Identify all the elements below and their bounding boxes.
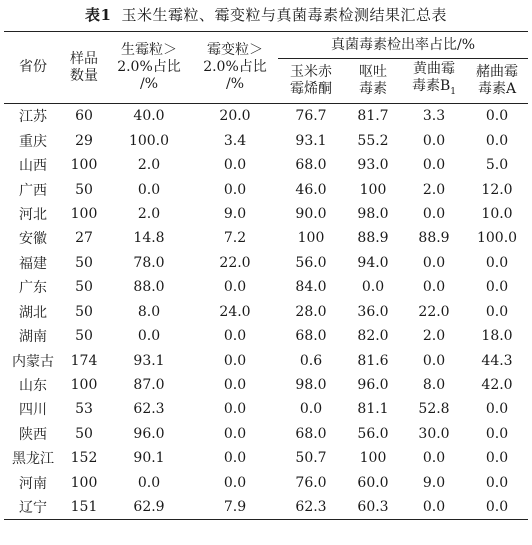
cell-moldy-kernel: 2.0 bbox=[137, 205, 161, 222]
cell-ochratoxin-a: 44.3 bbox=[481, 352, 513, 369]
cell-aflatoxin-b1: 22.0 bbox=[418, 303, 450, 320]
cell-ochratoxin-a: 0.0 bbox=[485, 425, 509, 442]
cell-zearalenone: 68.0 bbox=[295, 328, 327, 345]
header-ochratoxin-a: 赭曲霉 毒素A bbox=[466, 59, 528, 104]
cell-aflatoxin-b1: 2.0 bbox=[422, 328, 446, 345]
cell-deteriorated-kernel: 0.0 bbox=[223, 157, 247, 174]
cell-aflatoxin-b1: 0.0 bbox=[422, 157, 446, 174]
table-row bbox=[4, 446, 528, 470]
cell-sample-count: 50 bbox=[75, 328, 93, 345]
cell-vomitoxin: 82.0 bbox=[357, 328, 389, 345]
cell-vomitoxin: 60.0 bbox=[357, 474, 389, 491]
cell-sample-count: 100 bbox=[70, 205, 98, 222]
header-vomitoxin: 呕吐 毒素 bbox=[344, 59, 402, 104]
cell-sample-count: 152 bbox=[70, 450, 98, 467]
cell-ochratoxin-a: 12.0 bbox=[481, 181, 513, 198]
cell-deteriorated-kernel: 0.0 bbox=[223, 181, 247, 198]
header-deteriorated-kernel: 霉变粒＞ 2.0%占比 /% bbox=[192, 32, 278, 104]
cell-moldy-kernel: 88.0 bbox=[133, 279, 165, 296]
cell-ochratoxin-a: 0.0 bbox=[485, 499, 509, 516]
cell-ochratoxin-a: 100.0 bbox=[476, 230, 518, 247]
cell-vomitoxin: 98.0 bbox=[357, 205, 389, 222]
cell-ochratoxin-a: 18.0 bbox=[481, 328, 513, 345]
cell-moldy-kernel: 40.0 bbox=[133, 108, 165, 125]
table-row bbox=[4, 251, 528, 275]
cell-vomitoxin: 93.0 bbox=[357, 157, 389, 174]
cell-deteriorated-kernel: 0.0 bbox=[223, 279, 247, 296]
table-row bbox=[4, 177, 528, 201]
cell-vomitoxin: 100 bbox=[359, 181, 387, 198]
cell-aflatoxin-b1: 0.0 bbox=[422, 499, 446, 516]
cell-vomitoxin: 81.1 bbox=[357, 401, 389, 418]
cell-ochratoxin-a: 0.0 bbox=[485, 303, 509, 320]
cell-deteriorated-kernel: 3.4 bbox=[223, 132, 247, 149]
table-caption bbox=[0, 4, 532, 25]
table-row bbox=[4, 104, 528, 129]
cell-sample-count: 50 bbox=[75, 254, 93, 271]
table-row bbox=[4, 128, 528, 152]
cell-ochratoxin-a: 0.0 bbox=[485, 401, 509, 418]
table-row bbox=[4, 348, 528, 372]
cell-deteriorated-kernel: 0.0 bbox=[223, 474, 247, 491]
cell-sample-count: 50 bbox=[75, 181, 93, 198]
cell-vomitoxin: 94.0 bbox=[357, 254, 389, 271]
cell-province: 广东 bbox=[19, 280, 47, 297]
cell-zearalenone: 84.0 bbox=[295, 279, 327, 296]
cell-province: 河南 bbox=[19, 475, 47, 492]
cell-province: 山东 bbox=[19, 378, 47, 395]
cell-deteriorated-kernel: 0.0 bbox=[223, 352, 247, 369]
cell-aflatoxin-b1: 52.8 bbox=[418, 401, 450, 418]
cell-deteriorated-kernel: 7.9 bbox=[223, 499, 247, 516]
table-row bbox=[4, 202, 528, 226]
header-sample-count: 样品 数量 bbox=[62, 32, 106, 104]
cell-vomitoxin: 36.0 bbox=[357, 303, 389, 320]
cell-moldy-kernel: 90.1 bbox=[133, 450, 165, 467]
cell-sample-count: 50 bbox=[75, 425, 93, 442]
cell-zearalenone: 68.0 bbox=[295, 157, 327, 174]
cell-sample-count: 53 bbox=[75, 401, 93, 418]
table-title: 玉米生霉粒、霉变粒与真菌毒素检测结果汇总表 bbox=[121, 6, 447, 24]
cell-aflatoxin-b1: 8.0 bbox=[422, 377, 446, 394]
header-aflatoxin-b1: 黄曲霉 毒素$B_1$ bbox=[402, 59, 466, 104]
table-row bbox=[4, 324, 528, 348]
cell-province: 内蒙古 bbox=[12, 353, 54, 370]
cell-ochratoxin-a: 0.0 bbox=[485, 450, 509, 467]
cell-sample-count: 151 bbox=[70, 499, 98, 516]
cell-zearalenone: 0.6 bbox=[299, 352, 323, 369]
cell-ochratoxin-a: 42.0 bbox=[481, 377, 513, 394]
cell-zearalenone: 100 bbox=[297, 230, 325, 247]
cell-sample-count: 100 bbox=[70, 157, 98, 174]
cell-ochratoxin-a: 5.0 bbox=[485, 157, 509, 174]
cell-province: 湖北 bbox=[19, 304, 47, 321]
cell-moldy-kernel: 2.0 bbox=[137, 157, 161, 174]
cell-vomitoxin: 56.0 bbox=[357, 425, 389, 442]
mycotoxin-summary-table bbox=[4, 31, 528, 520]
cell-aflatoxin-b1: 0.0 bbox=[422, 205, 446, 222]
cell-moldy-kernel: 0.0 bbox=[137, 181, 161, 198]
cell-province: 江苏 bbox=[19, 109, 47, 126]
cell-aflatoxin-b1: 0.0 bbox=[422, 450, 446, 467]
table-row bbox=[4, 300, 528, 324]
header-toxin-group: 真菌毒素检出率占比/% bbox=[278, 32, 528, 59]
cell-deteriorated-kernel: 9.0 bbox=[223, 205, 247, 222]
cell-zearalenone: 62.3 bbox=[295, 499, 327, 516]
cell-moldy-kernel: 8.0 bbox=[137, 303, 161, 320]
cell-deteriorated-kernel: 0.0 bbox=[223, 328, 247, 345]
table-row bbox=[4, 373, 528, 397]
cell-moldy-kernel: 96.0 bbox=[133, 425, 165, 442]
cell-province: 安徽 bbox=[19, 231, 47, 248]
cell-aflatoxin-b1: 0.0 bbox=[422, 254, 446, 271]
cell-ochratoxin-a: 10.0 bbox=[481, 205, 513, 222]
cell-aflatoxin-b1: 9.0 bbox=[422, 474, 446, 491]
cell-moldy-kernel: 62.3 bbox=[133, 401, 165, 418]
table-row bbox=[4, 397, 528, 421]
cell-sample-count: 50 bbox=[75, 279, 93, 296]
cell-province: 河北 bbox=[19, 206, 47, 223]
cell-ochratoxin-a: 0.0 bbox=[485, 474, 509, 491]
cell-moldy-kernel: 87.0 bbox=[133, 377, 165, 394]
cell-deteriorated-kernel: 20.0 bbox=[219, 108, 251, 125]
cell-zearalenone: 76.7 bbox=[295, 108, 327, 125]
cell-ochratoxin-a: 0.0 bbox=[485, 254, 509, 271]
cell-deteriorated-kernel: 22.0 bbox=[219, 254, 251, 271]
cell-moldy-kernel: 0.0 bbox=[137, 474, 161, 491]
cell-zearalenone: 76.0 bbox=[295, 474, 327, 491]
header-province: 省份 bbox=[4, 32, 62, 104]
table-row bbox=[4, 226, 528, 250]
cell-ochratoxin-a: 0.0 bbox=[485, 279, 509, 296]
cell-zearalenone: 28.0 bbox=[295, 303, 327, 320]
cell-aflatoxin-b1: 88.9 bbox=[418, 230, 450, 247]
cell-deteriorated-kernel: 0.0 bbox=[223, 425, 247, 442]
cell-moldy-kernel: 100.0 bbox=[128, 132, 170, 149]
cell-aflatoxin-b1: 2.0 bbox=[422, 181, 446, 198]
cell-deteriorated-kernel: 7.2 bbox=[223, 230, 247, 247]
cell-province: 黑龙江 bbox=[12, 451, 54, 468]
cell-deteriorated-kernel: 0.0 bbox=[223, 450, 247, 467]
cell-vomitoxin: 81.7 bbox=[357, 108, 389, 125]
cell-sample-count: 60 bbox=[75, 108, 93, 125]
cell-moldy-kernel: 62.9 bbox=[133, 499, 165, 516]
cell-aflatoxin-b1: 30.0 bbox=[418, 425, 450, 442]
cell-aflatoxin-b1: 0.0 bbox=[422, 132, 446, 149]
cell-province: 四川 bbox=[19, 402, 47, 419]
cell-zearalenone: 90.0 bbox=[295, 205, 327, 222]
header-moldy-kernel: 生霉粒＞ 2.0%占比 /% bbox=[106, 32, 192, 104]
cell-province: 辽宁 bbox=[19, 500, 47, 517]
cell-moldy-kernel: 14.8 bbox=[133, 230, 165, 247]
cell-zearalenone: 50.7 bbox=[295, 450, 327, 467]
cell-deteriorated-kernel: 0.0 bbox=[223, 377, 247, 394]
cell-vomitoxin: 100 bbox=[359, 450, 387, 467]
cell-deteriorated-kernel: 24.0 bbox=[219, 303, 251, 320]
cell-sample-count: 50 bbox=[75, 303, 93, 320]
cell-sample-count: 100 bbox=[70, 377, 98, 394]
cell-province: 福建 bbox=[19, 255, 47, 272]
cell-zearalenone: 56.0 bbox=[295, 254, 327, 271]
cell-sample-count: 29 bbox=[75, 132, 93, 149]
cell-province: 湖南 bbox=[19, 329, 47, 346]
cell-province: 广西 bbox=[19, 182, 47, 199]
cell-zearalenone: 98.0 bbox=[295, 377, 327, 394]
cell-vomitoxin: 0.0 bbox=[361, 279, 385, 296]
cell-zearalenone: 0.0 bbox=[299, 401, 323, 418]
table-row bbox=[4, 471, 528, 495]
header-zearalenone: 玉米赤 霉烯酮 bbox=[278, 59, 344, 104]
cell-vomitoxin: 60.3 bbox=[357, 499, 389, 516]
cell-vomitoxin: 81.6 bbox=[357, 352, 389, 369]
table-row bbox=[4, 422, 528, 446]
cell-province: 陕西 bbox=[19, 426, 47, 443]
cell-ochratoxin-a: 0.0 bbox=[485, 132, 509, 149]
cell-sample-count: 100 bbox=[70, 474, 98, 491]
cell-vomitoxin: 96.0 bbox=[357, 377, 389, 394]
cell-sample-count: 27 bbox=[75, 230, 93, 247]
cell-zearalenone: 46.0 bbox=[295, 181, 327, 198]
cell-province: 山西 bbox=[19, 158, 47, 175]
cell-ochratoxin-a: 0.0 bbox=[485, 108, 509, 125]
cell-vomitoxin: 88.9 bbox=[357, 230, 389, 247]
cell-zearalenone: 68.0 bbox=[295, 425, 327, 442]
cell-province: 重庆 bbox=[19, 133, 47, 150]
cell-sample-count: 174 bbox=[70, 352, 98, 369]
cell-aflatoxin-b1: 0.0 bbox=[422, 352, 446, 369]
cell-aflatoxin-b1: 3.3 bbox=[422, 108, 446, 125]
table-label: 表1 bbox=[85, 6, 112, 24]
cell-zearalenone: 93.1 bbox=[295, 132, 327, 149]
cell-vomitoxin: 55.2 bbox=[357, 132, 389, 149]
cell-moldy-kernel: 0.0 bbox=[137, 328, 161, 345]
cell-moldy-kernel: 93.1 bbox=[133, 352, 165, 369]
cell-moldy-kernel: 78.0 bbox=[133, 254, 165, 271]
table-row bbox=[4, 495, 528, 520]
table-row bbox=[4, 275, 528, 299]
table-row bbox=[4, 153, 528, 177]
table-body bbox=[4, 104, 528, 520]
cell-aflatoxin-b1: 0.0 bbox=[422, 279, 446, 296]
cell-deteriorated-kernel: 0.0 bbox=[223, 401, 247, 418]
